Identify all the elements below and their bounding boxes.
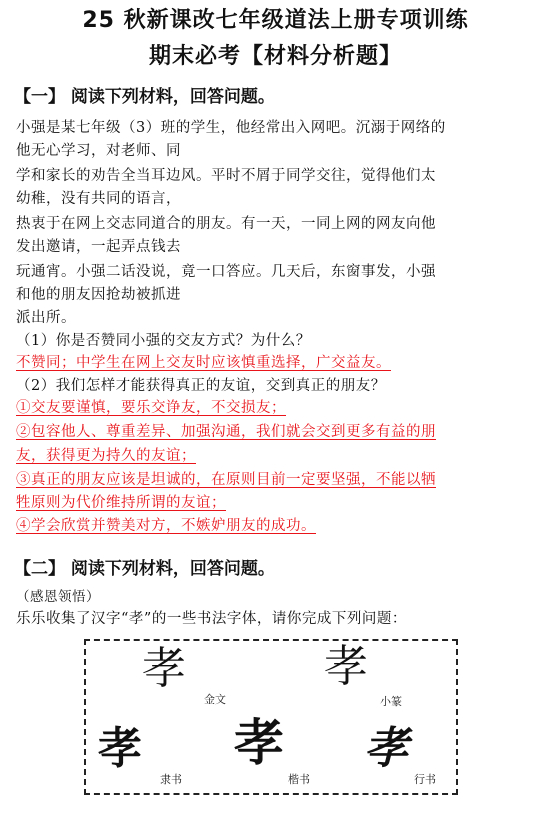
material-line: 小强是某七年级（3）班的学生，他经常出入网吧。沉溺于网络的 [16,120,446,136]
page-subtitle: 期末必考【材料分析题】 [148,44,402,69]
section2-heading: 【二】 阅读下列材料，回答问题。 [14,559,275,579]
glyph-jinwen: 孝 [142,643,186,694]
label-jinwen: 金文 [204,693,226,706]
material-line: 派出所。 [16,310,76,326]
answer-1: 不赞同；中学生在网上交友时应该慎重选择，广交益友。 [16,355,391,371]
glyph-xiaozhuan: 孝 [324,641,368,692]
material-line: 幼稚，没有共同的语言， [16,191,181,207]
page-title: 25 秋新课改七年级道法上册专项训练 [82,8,469,33]
question-2: （2）我们怎样才能获得真正的友谊，交到真正的朋友？ [16,378,386,394]
answer-2-line: 友，获得更为持久的友谊； [16,448,196,464]
material-line: 学和家长的劝告全当耳边风。平时不屑于同学交往，觉得他们太 [16,168,436,184]
calligraphy-figure [84,639,458,795]
glyph-lishu: 孝 [98,723,142,774]
label-lishu: 隶书 [160,773,182,786]
material-line: 和他的朋友因抢劫被抓进 [16,287,181,303]
answer-2-line: ②包容他人、尊重差异、加强沟通，我们就会交到更多有益的朋 [16,424,436,440]
section2-subtitle: （感恩领悟） [16,589,100,605]
section2-intro: 乐乐收集了汉字“孝”的一些书法字体，请你完成下列问题： [16,611,407,627]
material-line: 发出邀请，一起弄点钱去 [16,239,181,255]
answer-2-line: ①交友要谨慎，要乐交诤友，不交损友； [16,400,286,416]
label-xiaozhuan: 小篆 [380,695,402,708]
label-xingshu: 行书 [414,773,436,786]
material-line: 玩通宵。小强二话没说，竟一口答应。几天后，东窗事发，小强 [16,264,436,280]
section1-heading: 【一】 阅读下列材料，回答问题。 [14,87,275,107]
answer-2-line: ④学会欣赏并赞美对方，不嫉妒朋友的成功。 [16,518,316,534]
material-line: 他无心学习，对老师、同 [16,143,181,159]
answer-2-line: ③真正的朋友应该是坦诚的，在原则目前一定要坚强，不能以牺 [16,472,436,488]
label-kaishu: 楷书 [288,773,310,786]
glyph-xingshu: 孝 [364,723,408,774]
glyph-kaishu: 孝 [234,713,284,772]
question-1: （1）你是否赞同小强的交友方式？为什么？ [16,333,311,349]
answer-2-line: 牲原则为代价维持所谓的友谊； [16,495,226,511]
material-line: 热衷于在网上交志同道合的朋友。有一天，一同上网的网友向他 [16,216,436,232]
